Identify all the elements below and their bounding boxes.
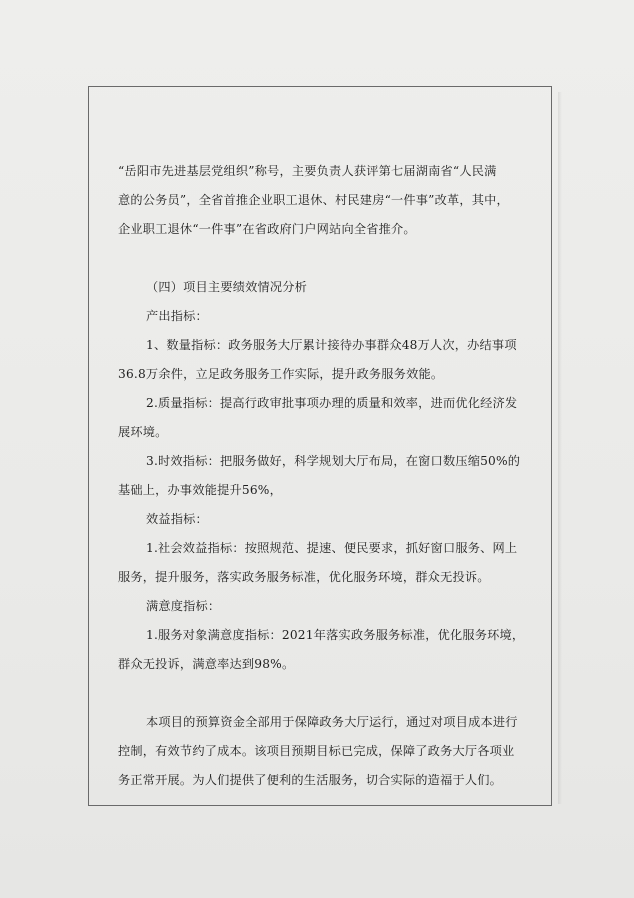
text-line: 务正常开展。为人们提供了便利的生活服务，切合实际的造福于人们。 [118,773,503,787]
subheading-satisfaction: 满意度指标： [146,599,221,613]
document-body [118,157,525,795]
spacer [118,679,506,708]
text-line: 1、数量指标：政务服务大厅累计接待办事群众48万人次，办结事项 [146,338,517,352]
text-line: 服务，提升服务，落实政务服务标准，优化服务环境，群众无投诉。 [118,570,490,584]
text-line: 控制，有效节约了成本。该项目预期目标已完成，保障了政务大厅各项业 [118,744,515,758]
text-line: 36.8万余件，立足政务服务工作实际，提升政务服务效能。 [118,367,444,381]
text-line: 群众无投诉，满意率达到98%。 [118,657,295,671]
text-line: 2.质量指标：提高行政审批事项办理的质量和效率，进而优化经济发 [146,396,518,410]
text-line: 本项目的预算资金全部用于保障政务大厅运行，通过对项目成本进行 [146,715,518,729]
subheading-output: 产出指标： [146,309,208,323]
page-shadow [558,92,562,804]
text-line: 基础上，办事效能提升56%， [118,483,282,497]
text-line: “岳阳市先进基层党组织”称号，主要负责人获评第七届湖南省“人民满 [118,164,497,178]
text-line: 企业职工退休“一件事”在省政府门户网站向全省推介。 [118,222,416,236]
section-heading: （四）项目主要绩效情况分析 [146,280,308,294]
text-line: 1.社会效益指标：按照规范、提速、便民要求，抓好窗口服务、网上 [146,541,518,555]
text-line: 1.服务对象满意度指标：2021年落实政务服务标准，优化服务环境， [146,628,525,642]
text-line: 3.时效指标：把服务做好，科学规划大厅布局，在窗口数压缩50%的 [146,454,521,468]
subheading-benefit: 效益指标： [146,512,208,526]
text-line: 展环境。 [118,425,168,439]
spacer [118,244,506,273]
text-line: 意的公务员”，全省首推企业职工退休、村民建房“一件事”改革，其中， [118,193,509,207]
